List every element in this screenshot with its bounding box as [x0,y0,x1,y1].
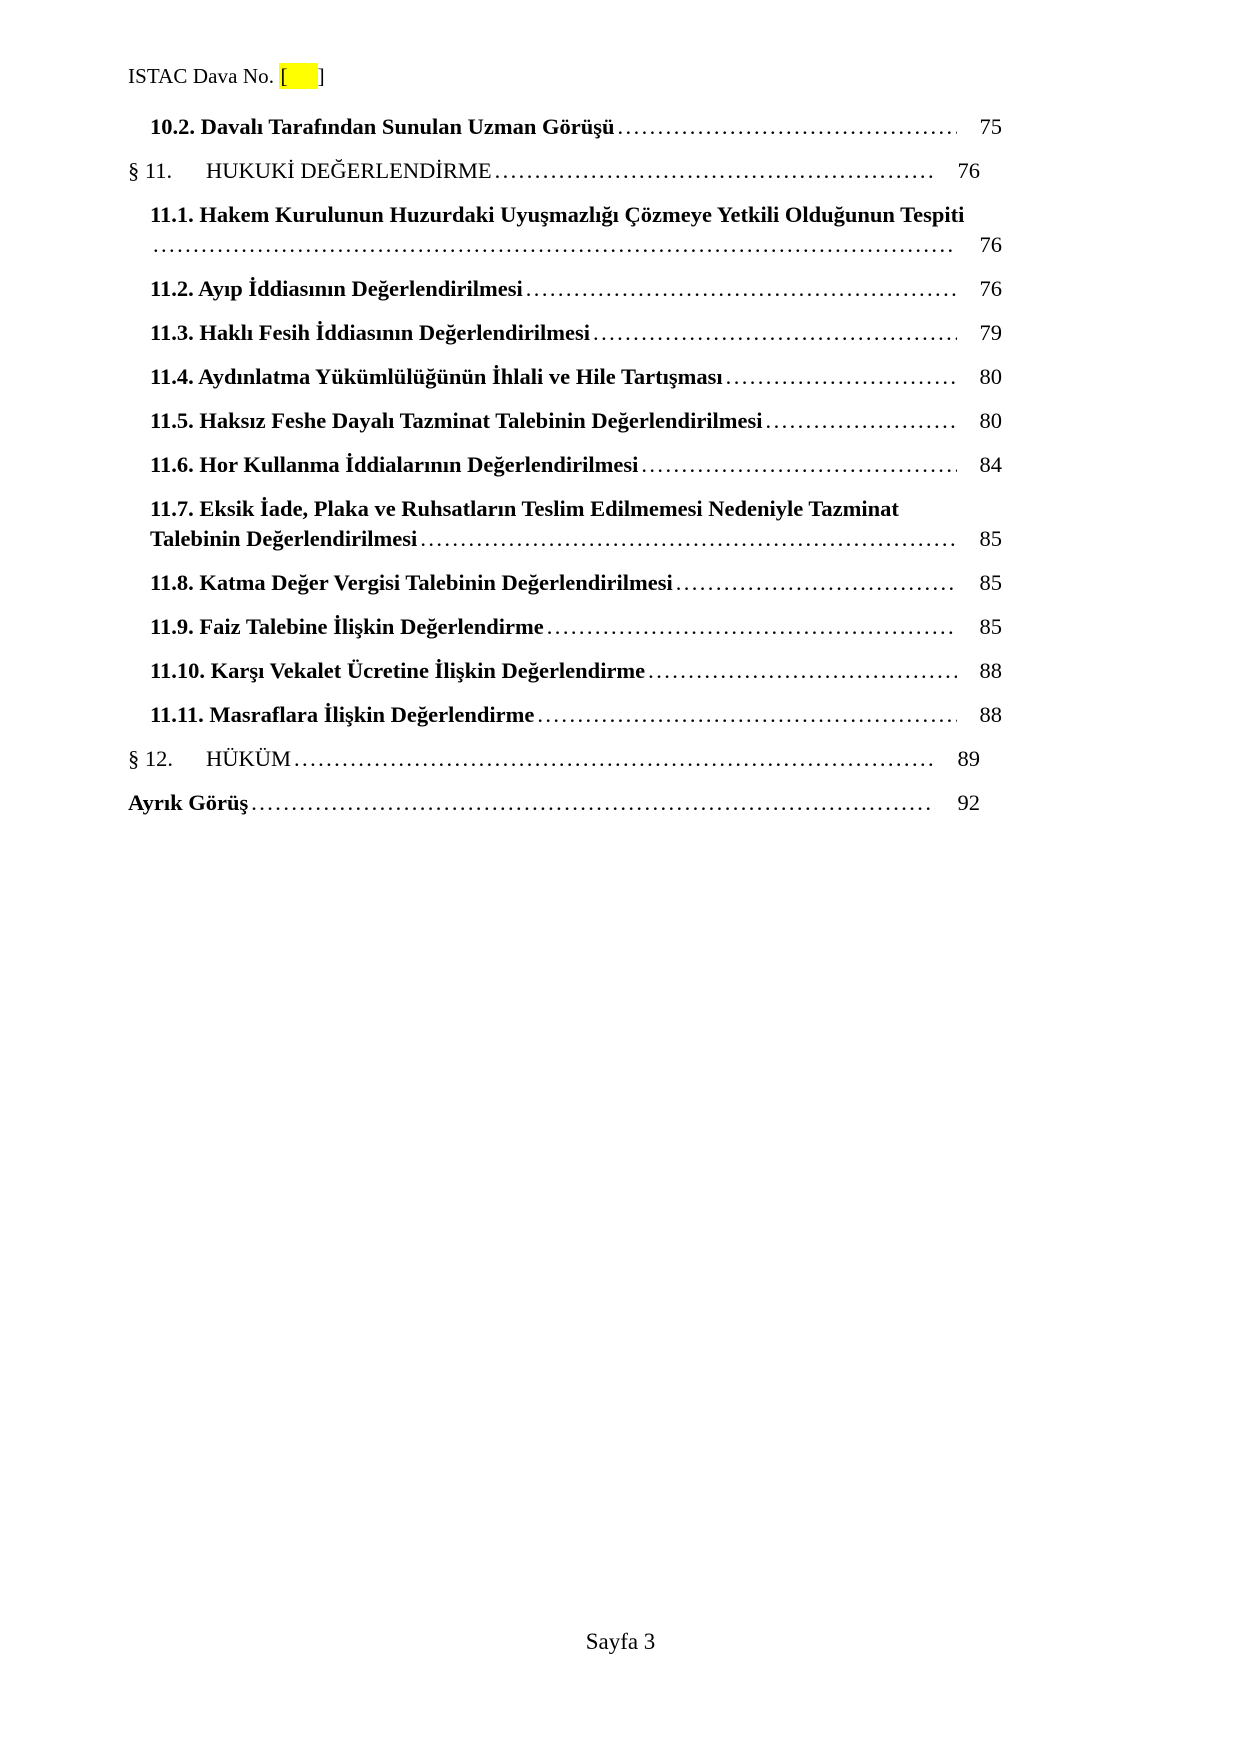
header-case-prefix: ISTAC Dava No. [128,64,275,88]
toc-page-number: 88 [979,658,1002,683]
toc-page-number: 85 [979,570,1002,595]
toc-entry[interactable] [128,744,980,774]
toc-page-number: 76 [979,276,1002,301]
toc-section-marker: § 12. [128,746,173,771]
toc-entry-title: 11.3. Haklı Fesih İddiasının Değerlendirilmesi [150,320,591,345]
toc-entry-title: 10.2. Davalı Tarafından Sunulan Uzman Görüşü [150,114,615,139]
toc-leader-dots [648,660,957,682]
toc-entry-title: 11.11. Masraflara İlişkin Değerlendirme [150,702,535,727]
toc-entry-title: 11.9. Faiz Talebine İlişkin Değerlendirme [150,614,544,639]
toc-leader-dots [294,748,935,770]
toc-entry[interactable] [128,612,1002,642]
toc-entry-title: Ayrık Görüş [128,790,249,815]
toc-entry[interactable] [128,406,1002,436]
toc-entry-title: 11.2. Ayıp İddiasının Değerlendirilmesi [150,276,523,301]
toc-entry-title-continued: Talebinin Değerlendirilmesi [150,526,418,551]
toc-entry[interactable] [128,700,1002,730]
toc-entry[interactable] [128,788,980,818]
toc-entry-title: 11.10. Karşı Vekalet Ücretine İlişkin Değerlendirme [150,658,646,683]
toc-page-number: 80 [979,408,1002,433]
toc-leader-dots [593,322,957,344]
document-footer [0,1627,1241,1657]
toc-entry-title: 11.6. Hor Kullanma İddialarının Değerlendirilmesi [150,452,639,477]
toc-page-number: 76 [957,158,980,183]
toc-section-marker: § 11. [128,158,173,183]
toc-page-number: 79 [979,320,1002,345]
toc-leader-dots [641,454,957,476]
toc-page-number: 76 [979,232,1002,257]
toc-entry-title: 11.5. Haksız Feshe Dayalı Tazminat Talebinin Değerlendirilmesi [150,408,763,433]
toc-leader-dots [251,792,935,814]
toc-page-number: 85 [979,526,1002,551]
toc-leader-dots [547,616,957,638]
toc-entry-title: 11.4. Aydınlatma Yükümlülüğünün İhlali ve Hile Tartışması [150,364,723,389]
toc-leader-dots [495,160,935,182]
toc-leader-dots [420,528,957,550]
toc-entry-title: 11.8. Katma Değer Vergisi Talebinin Değerlendirilmesi [150,570,673,595]
toc-entry-title: 11.1. Hakem Kurulunun Huzurdaki Uyuşmazlığı Çözmeye Yetkili Olduğunun Tespiti [150,202,965,227]
toc-entry[interactable] [128,568,1002,598]
toc-leader-dots [526,278,957,300]
toc-page-number: 92 [957,790,980,815]
toc-entry[interactable] [128,112,1002,142]
toc-leader-dots [537,704,957,726]
toc-page-number: 75 [979,114,1002,139]
case-number-blank[interactable] [288,67,318,86]
toc-entry-title: 11.7. Eksik İade, Plaka ve Ruhsatların Teslim Edilmemesi Nedeniyle Tazminat [150,496,899,521]
toc-entry[interactable] [128,656,1002,686]
toc-page-number: 89 [957,746,980,771]
case-number-highlight [279,63,317,89]
document-header [128,62,325,90]
footer-page-label: Sayfa 3 [585,1629,656,1654]
toc-leader-dots [726,366,957,388]
bracket-close: ] [317,64,325,88]
toc-entry[interactable] [128,274,1002,304]
toc-entry[interactable] [128,450,1002,480]
toc-entry[interactable] [128,494,1002,554]
toc-page-number: 85 [979,614,1002,639]
toc-entry[interactable] [128,318,1002,348]
toc-leader-dots [153,234,957,256]
table-of-contents [128,112,1002,832]
toc-page-number: 84 [979,452,1002,477]
toc-entry[interactable] [128,362,1002,392]
toc-leader-dots [618,116,957,138]
toc-entry[interactable] [128,156,980,186]
toc-entry-title: HÜKÜM [206,746,292,771]
toc-page-number: 80 [979,364,1002,389]
toc-leader-dots [676,572,957,594]
toc-entry-title: HUKUKİ DEĞERLENDİRME [206,158,492,183]
toc-entry[interactable] [128,200,1002,260]
toc-leader-dots [766,410,957,432]
toc-page-number: 88 [979,702,1002,727]
bracket-open: [ [280,64,288,88]
